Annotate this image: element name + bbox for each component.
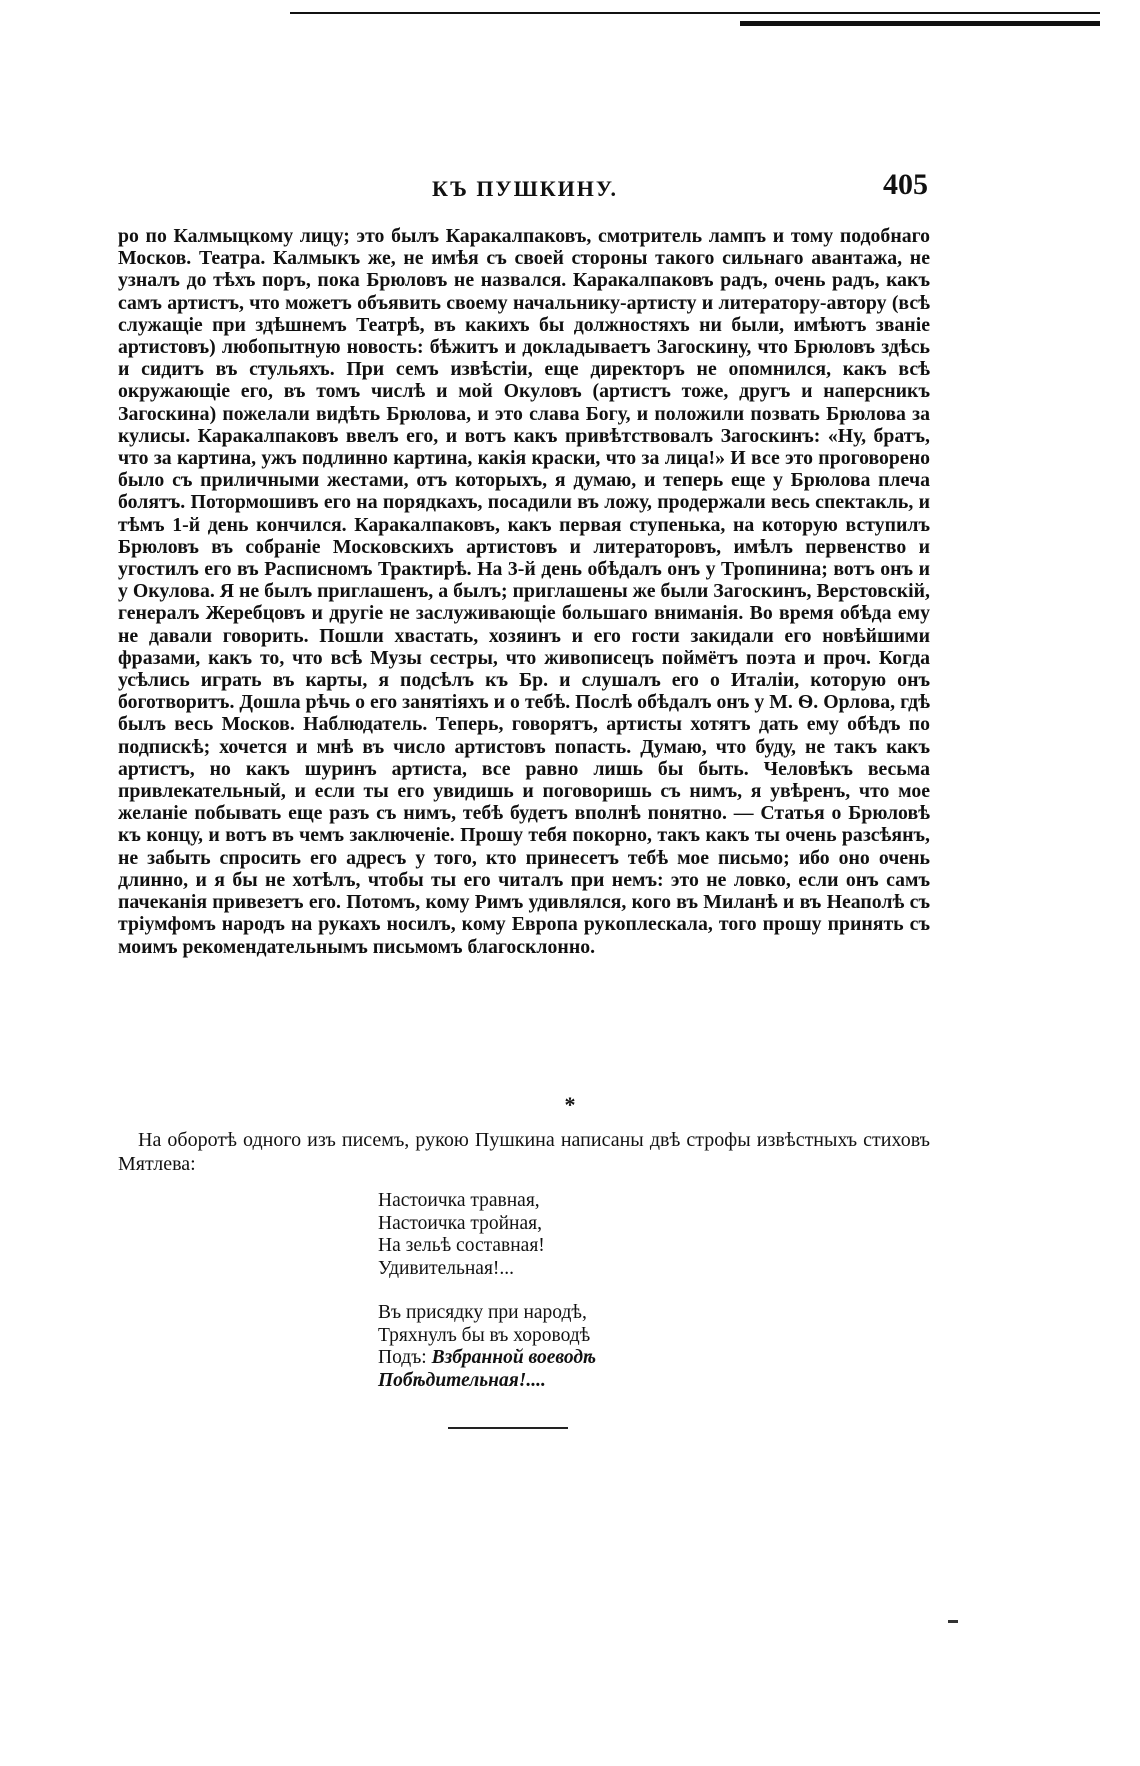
poem-line: Тряхнулъ бы въ хороводѣ xyxy=(378,1324,591,1346)
top-rule-thick xyxy=(740,21,1100,26)
print-mark xyxy=(948,1620,958,1623)
running-head xyxy=(120,168,930,208)
poem-line-prefix: Подъ: xyxy=(378,1347,432,1368)
poem-line xyxy=(378,1347,778,1370)
poem-line: На зельѣ составная! xyxy=(378,1235,545,1256)
intro-paragraph: На оборотѣ одного изъ писемъ, рукою Пушкина написаны двѣ строфы извѣстныхъ стиховъ Мятлева: xyxy=(118,1129,930,1175)
poem-line: Настоичка тройная, xyxy=(378,1212,542,1234)
page-number: 405 xyxy=(883,168,928,201)
intro-text xyxy=(118,1128,930,1176)
poem xyxy=(378,1190,778,1414)
end-rule xyxy=(448,1427,568,1429)
letter-text xyxy=(118,225,930,958)
poem-line: Побѣдительная!.... xyxy=(378,1369,546,1391)
poem-line: Въ присядку при народѣ, xyxy=(378,1302,587,1323)
body-paragraph: ро по Калмыцкому лицу; это былъ Каракалпаковъ, смотритель лампъ и тому подобнаго Москов. Театра. Калмыкъ же, не имѣя съ своей стороны такого сильнаго авантажа, не узналъ до тѣхъ поръ, пока Брюловъ не назвался. Каракалпаковъ радъ, очень радъ, какъ самъ артистъ, что можетъ объявить своему начальнику-артисту и литератору-автору (всѣ служащіе при здѣшнемъ Театрѣ, въ какихъ бы должностяхъ ни были, имѣютъ званіе артистовъ) любопытную новость: бѣжитъ и докладываетъ Загоскину, что Брюловъ здѣсь и сидитъ въ стульяхъ. При семъ извѣстіи, еще директоръ не опомнился, какъ всѣ окружающіе его, въ томъ числѣ и мой Окуловъ (артистъ тоже, другъ и наперсникъ Загоскина) пожелали видѣть Брюлова, и это слава Богу, и положили позвать Брюлова за кулисы. Каракалпаковъ ввелъ его, и вотъ какъ привѣтствовалъ Загоскинъ: «Ну, братъ, что за картина, ужъ подлинно картина, какія краски, что за лица!» И все это проговорено было съ приличными жестами, отъ которыхъ, я думаю, и теперь еще у Брюлова плеча болятъ. Потормошивъ его на порядкахъ, посадили въ ложу, продержали весь спектакль, и тѣмъ 1-й день кончился. Каракалпаковъ, какъ первая ступенька, на которую вступилъ Брюловъ въ собраніе Московскихъ артистовъ и литераторовъ, имѣлъ первенство и угостилъ его въ Расписномъ Трактирѣ. На 3-й день обѣдалъ онъ у Тропинина; вотъ онъ и у Окулова. Я не былъ приглашенъ, а былъ; приглашены же были Загоскинъ, Верстовскій, генералъ Жеребцовъ и другіе не заслуживающіе большаго вниманія. Во время обѣда ему не давали говорить. Пошли хвастать, хозяинъ и его гости закидали его новѣйшими фразами, какъ то, что всѣ Музы сестры, что живописецъ поймётъ поэта и проч. Когда усѣлись играть въ карты, я подсѣлъ къ Бр. и слушалъ его о Италіи, которую онъ боготворитъ. Дошла рѣчь о его занятіяхъ и о тебѣ. Послѣ обѣдалъ онъ у М. Ѳ. Орлова, гдѣ былъ весь Москов. Наблюдатель. Теперь, говорятъ, артисты хотятъ дать ему обѣдъ по подпискѣ; хочется и мнѣ въ число артистовъ попасть. Думаю, что буду, не такъ какъ артистъ, но какъ шуринъ артиста, все равно лишь бы быть. Человѣкъ весьма привлекательный, и если ты его увидишь и поговоришь съ нимъ, я увѣренъ, что мое желаніе побывать еще разъ съ нимъ, тебѣ будетъ вполнѣ понятно. — Статья о Брюловѣ къ концу, и вотъ въ чемъ заключеніе. Прошу тебя покорно, такъ какъ ты очень разсѣянъ, не забыть спросить его адресъ у того, кто принесетъ тебѣ мое письмо; ибо оно очень длинно, и я бы не хотѣлъ, чтобы ты его читалъ при немъ: это не ловко, если онъ самъ пачеканія привезетъ его. Потомъ, кому Римъ удивлялся, кого въ Миланѣ и въ Неаполѣ съ тріумфомъ народъ на рукахъ носилъ, кому Европа рукоплескала, того прошу принять съ моимъ рекомендательнымъ письмомъ благосклонно. xyxy=(118,225,930,958)
section-separator: * xyxy=(564,1092,576,1117)
stanza-2 xyxy=(378,1302,778,1392)
stanza-1 xyxy=(378,1190,778,1280)
poem-line-italic: Взбранной воеводѣ xyxy=(431,1347,597,1368)
top-rule xyxy=(290,12,1100,14)
running-title: КЪ ПУШКИНУ. xyxy=(432,176,618,201)
poem-line: Настоичка травная, xyxy=(378,1190,540,1211)
poem-line: Удивительная!... xyxy=(378,1257,515,1279)
